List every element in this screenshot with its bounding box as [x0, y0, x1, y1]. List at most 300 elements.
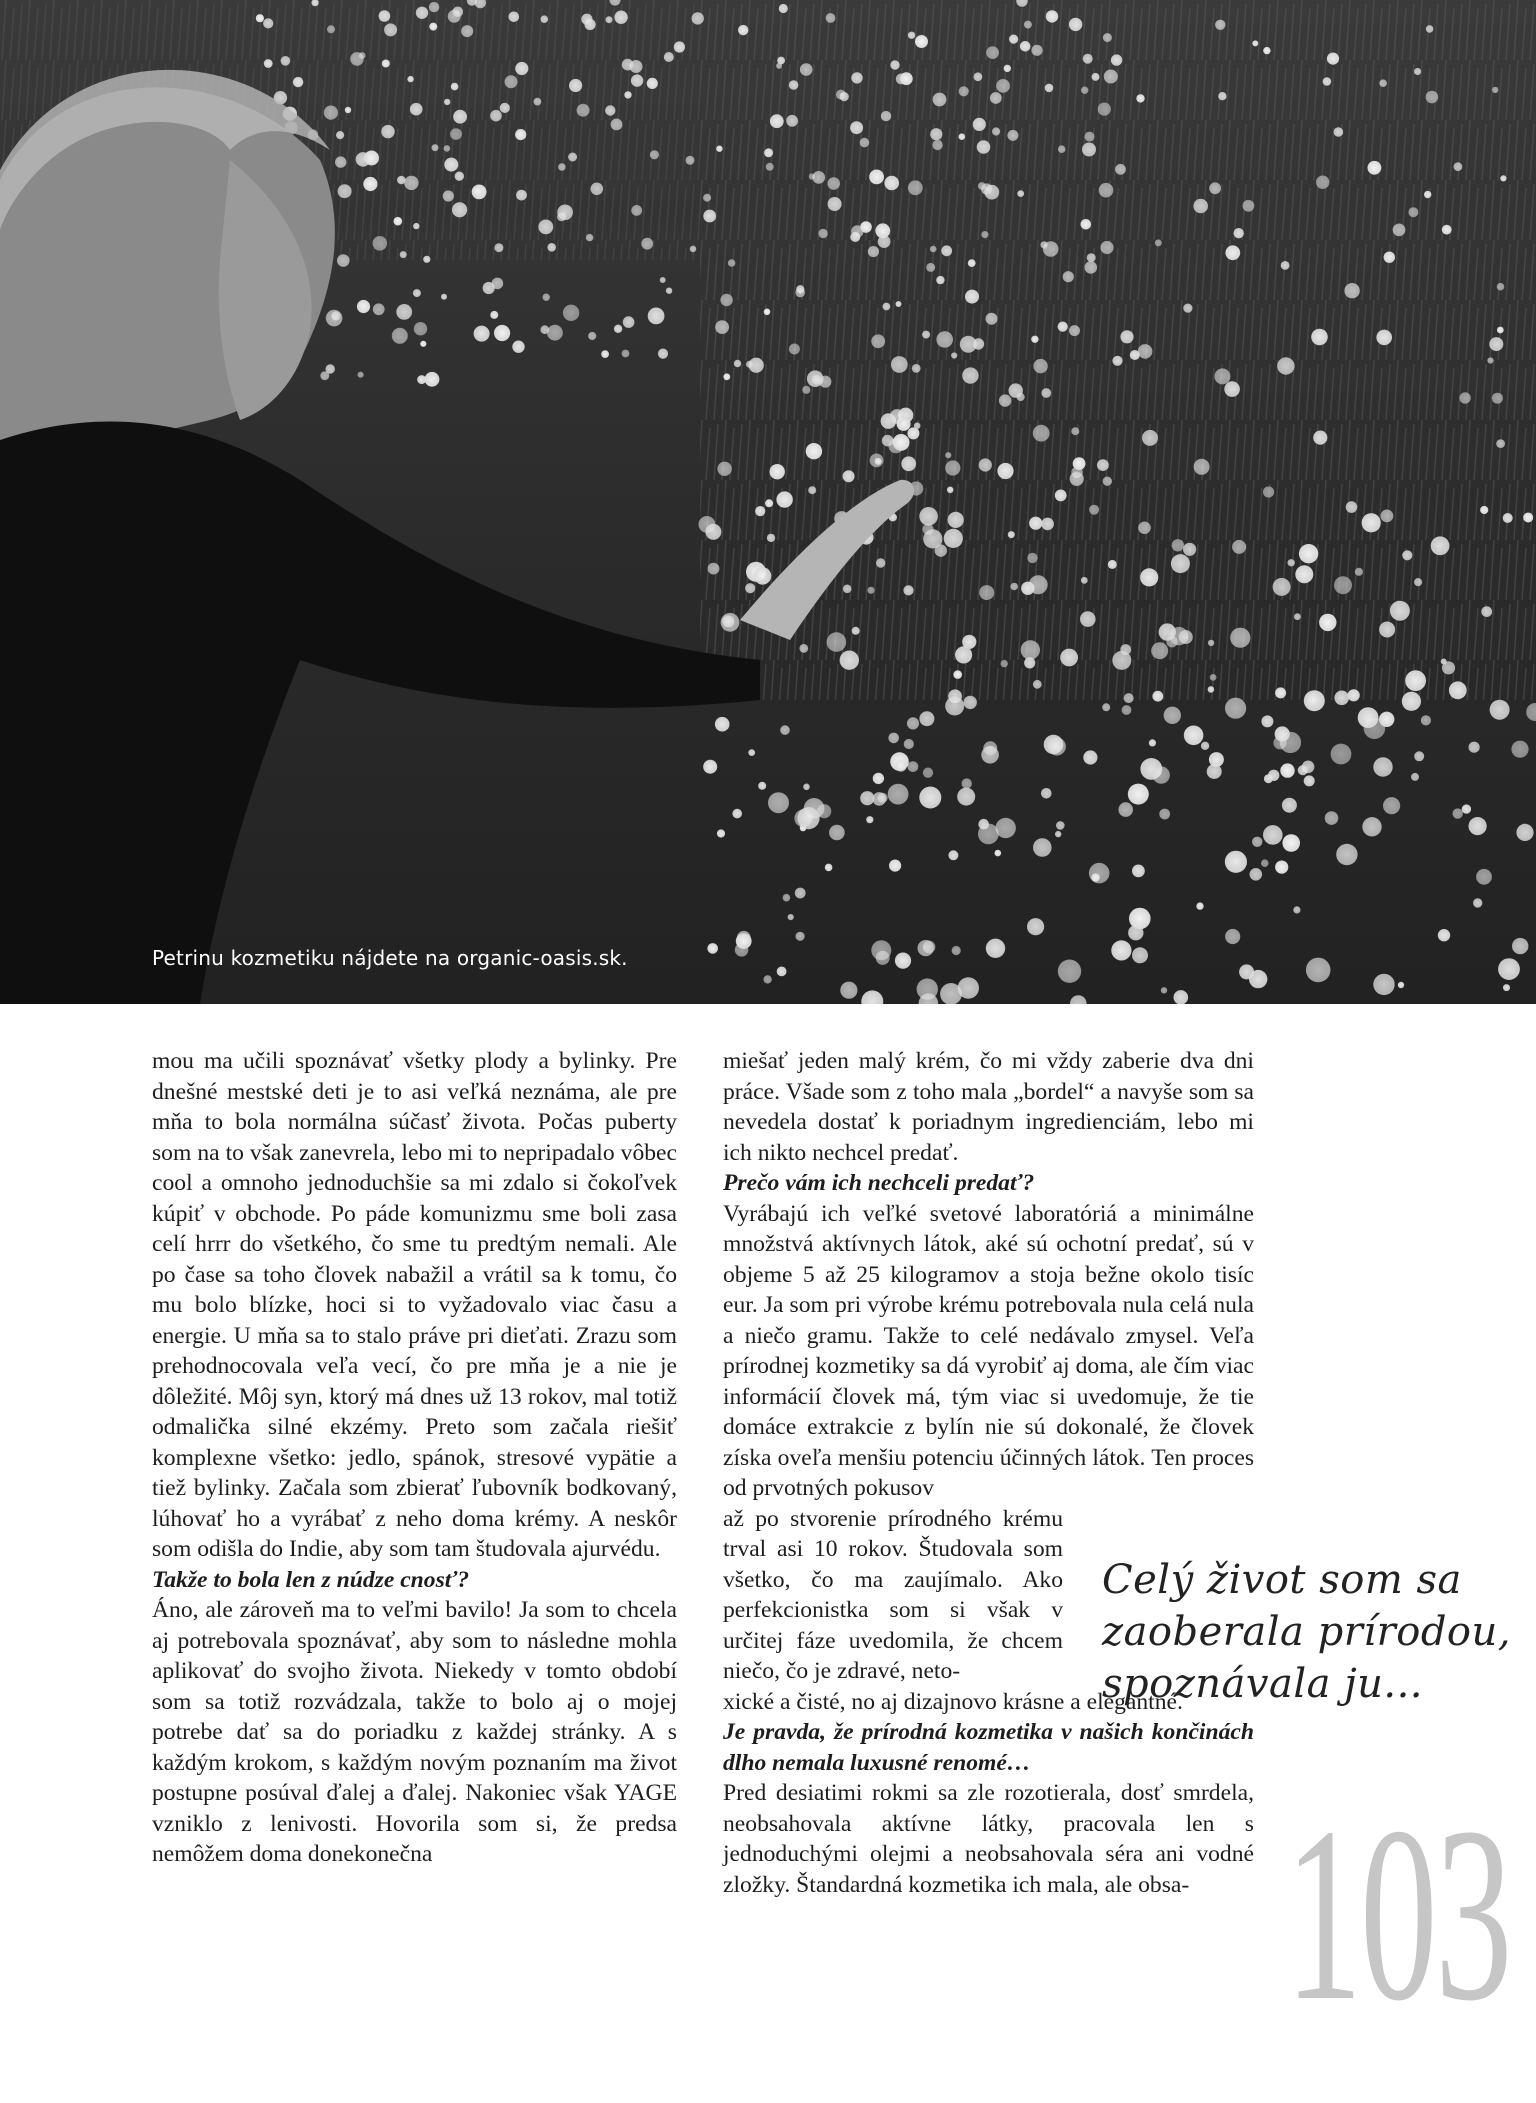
- flower-blossom: [453, 110, 467, 124]
- flower-blossom: [543, 294, 550, 301]
- flower-blossom: [413, 289, 421, 297]
- flower-blossom: [1115, 164, 1126, 175]
- flower-blossom: [770, 464, 785, 479]
- flower-blossom: [1201, 742, 1209, 750]
- flower-blossom: [915, 35, 928, 48]
- flower-blossom: [904, 739, 914, 749]
- flower-blossom: [900, 72, 913, 85]
- flower-blossom: [1031, 45, 1042, 56]
- flower-blossom: [327, 25, 335, 33]
- flower-blossom: [868, 246, 879, 257]
- flower-blossom: [1414, 578, 1422, 586]
- flower-blossom: [755, 506, 765, 516]
- flower-blossom: [394, 217, 403, 226]
- flower-blossom: [809, 173, 815, 179]
- flower-blossom: [1149, 739, 1156, 746]
- flower-blossom: [1411, 773, 1419, 781]
- flower-blossom: [996, 818, 1016, 838]
- flower-blossom: [1055, 831, 1061, 837]
- flower-blossom: [324, 106, 338, 120]
- flower-blossom: [1503, 984, 1510, 991]
- flower-blossom: [919, 711, 934, 726]
- flower-blossom: [1159, 809, 1170, 820]
- flower-blossom: [373, 236, 388, 251]
- flower-blossom: [795, 288, 805, 298]
- flower-blossom: [1496, 439, 1505, 448]
- flower-blossom: [1497, 283, 1505, 291]
- flower-blossom: [720, 294, 732, 306]
- paragraph: mou ma učili spoznávať všetky plody a bylinky. Pre dnešné mestské deti je to asi veľká neznáma, ale pre mňa to bola normálna súčasť života. Počas puberty som na to však zanevrela, lebo mi to nepripadalo vôbec cool a omnoho jednoduchšie sa mi zdalo si čokoľvek kúpiť v obchode. Po páde komunizmu sme boli zasa celí hrrr do všetkého, čo sme tu predtým nemali. Ale po čase sa toho človek nabažil a vrátil sa k tomu, čo mu bolo blízke, hoci si to vyžadovalo viac času a energie. U mňa sa to stalo práve pri dieťati. Zrazu som prehodnocovala veľa vecí, čo pre mňa je a nie je dôležité. Môj syn, ktorý má dnes už 13 rokov, mal totiž odmalička silné ekzémy. Preto som začala riešiť komplexne všetko: jedlo, spánok, stresové vypätie a tiež bylinky. Začala som zbierať ľubovník bodkovaný, lúhovať ho a vyrábať z neho doma krémy. A neskôr som odišla do Indie, aby som tam študovala ajurvédu.: [152, 1048, 677, 1562]
- flower-blossom: [1021, 640, 1040, 659]
- flower-blossom: [881, 111, 891, 121]
- flower-blossom: [986, 939, 1005, 958]
- flower-blossom: [474, 326, 490, 342]
- flower-blossom: [1103, 477, 1112, 486]
- paragraph: miešať jeden malý krém, čo mi vždy zaberie dva dni práce. Všade som z toho mala „bordel“ a navyše som sa nevedela dostať k poriadnym ingredienciám, lebo mi ich nikto nechcel predať.: [723, 1048, 1254, 1166]
- flower-blossom: [1209, 752, 1224, 767]
- flower-blossom: [883, 303, 891, 311]
- flower-blossom: [1099, 183, 1114, 198]
- flower-blossom: [1311, 329, 1328, 346]
- flower-blossom: [1299, 544, 1318, 563]
- flower-blossom: [812, 375, 822, 385]
- flower-blossom: [1089, 505, 1099, 515]
- flower-blossom: [996, 79, 1010, 93]
- flower-blossom: [827, 177, 840, 190]
- flower-blossom: [1001, 660, 1008, 667]
- flower-blossom: [974, 72, 983, 81]
- flower-blossom: [717, 829, 725, 837]
- flower-blossom: [256, 14, 264, 22]
- flower-blossom: [780, 725, 790, 735]
- flower-blossom: [264, 59, 273, 68]
- flower-blossom: [591, 183, 604, 196]
- flower-blossom: [1275, 726, 1290, 741]
- flower-blossom: [326, 310, 343, 327]
- flower-blossom: [788, 914, 794, 920]
- flower-blossom: [450, 128, 462, 140]
- flower-blossom: [1431, 536, 1450, 555]
- flower-blossom: [1046, 10, 1058, 22]
- flower-blossom: [500, 103, 510, 113]
- flower-blossom: [1071, 427, 1079, 435]
- flower-blossom: [1058, 322, 1068, 332]
- flower-blossom: [840, 651, 859, 670]
- flower-blossom: [1348, 689, 1360, 701]
- flower-blossom: [973, 338, 984, 349]
- flower-blossom: [1020, 41, 1031, 52]
- flower-blossom: [494, 325, 510, 341]
- flower-blossom: [1033, 838, 1052, 857]
- flower-blossom: [1263, 47, 1270, 54]
- flower-blossom: [452, 202, 467, 217]
- flower-blossom: [959, 133, 966, 140]
- flower-blossom: [1194, 459, 1210, 475]
- flower-blossom: [777, 967, 787, 977]
- flower-blossom: [1492, 87, 1498, 93]
- flower-blossom: [1358, 707, 1379, 728]
- flower-blossom: [796, 932, 805, 941]
- flower-blossom: [1111, 54, 1122, 65]
- flower-blossom: [952, 946, 961, 955]
- flower-blossom: [453, 7, 464, 18]
- flower-blossom: [1334, 691, 1349, 706]
- flower-blossom: [1070, 472, 1084, 486]
- flower-blossom: [381, 125, 394, 138]
- pull-quote: [1102, 1554, 1511, 1710]
- flower-blossom: [1424, 191, 1431, 198]
- flower-blossom: [1489, 337, 1503, 351]
- paragraph: xické a čisté, no aj dizajnovo krásne a elegantné.: [723, 1688, 1183, 1715]
- flower-blossom: [1029, 575, 1048, 594]
- flower-blossom: [588, 332, 596, 340]
- flower-blossom: [423, 256, 430, 263]
- flower-blossom: [1058, 145, 1066, 153]
- flower-blossom: [1473, 898, 1482, 907]
- flower-blossom: [1252, 837, 1262, 847]
- flower-blossom: [1196, 902, 1203, 909]
- flower-blossom: [878, 235, 891, 248]
- flower-blossom: [1010, 583, 1018, 591]
- flower-blossom: [748, 749, 755, 756]
- flower-blossom: [1230, 628, 1250, 648]
- flower-blossom: [569, 79, 582, 92]
- flower-blossom: [1383, 797, 1400, 814]
- flower-blossom: [631, 205, 642, 216]
- flower-blossom: [799, 644, 808, 653]
- flower-blossom: [933, 93, 947, 107]
- flower-blossom: [1469, 742, 1480, 753]
- flower-blossom: [1252, 40, 1258, 46]
- flower-blossom: [1426, 25, 1434, 33]
- flower-blossom: [1004, 65, 1011, 72]
- flower-blossom: [650, 150, 659, 159]
- flower-blossom: [777, 57, 785, 65]
- flower-blossom: [990, 92, 1002, 104]
- flower-blossom: [1224, 381, 1240, 397]
- flower-blossom: [1218, 92, 1226, 100]
- flower-blossom: [624, 91, 631, 98]
- flower-blossom: [443, 190, 454, 201]
- flower-blossom: [1293, 906, 1300, 913]
- flower-blossom: [1155, 239, 1162, 246]
- flower-blossom: [326, 364, 335, 373]
- flower-blossom: [1179, 630, 1193, 644]
- flower-blossom: [622, 350, 630, 358]
- flower-blossom: [866, 816, 873, 823]
- flower-blossom: [981, 183, 992, 194]
- flower-blossom: [1277, 357, 1294, 374]
- flower-blossom: [1426, 91, 1439, 104]
- flower-blossom: [1373, 974, 1394, 995]
- flower-blossom: [509, 11, 520, 22]
- flower-blossom: [945, 697, 964, 716]
- flower-blossom: [1346, 501, 1358, 513]
- flower-blossom: [1480, 506, 1488, 514]
- flower-blossom: [1069, 325, 1080, 336]
- flower-blossom: [451, 83, 459, 91]
- flower-blossom: [919, 507, 938, 526]
- flower-blossom: [461, 25, 473, 37]
- flower-blossom: [455, 172, 464, 181]
- flower-blossom: [648, 308, 665, 325]
- flower-blossom: [1073, 457, 1086, 470]
- flower-blossom: [764, 148, 773, 157]
- flower-blossom: [715, 320, 729, 334]
- flower-blossom: [763, 975, 771, 983]
- flower-blossom: [860, 138, 870, 148]
- flower-blossom: [396, 304, 412, 320]
- flower-blossom: [1112, 651, 1131, 670]
- flower-blossom: [1082, 143, 1096, 157]
- flower-blossom: [601, 350, 609, 358]
- flower-blossom: [429, 2, 439, 12]
- flower-blossom: [1098, 103, 1111, 116]
- flower-blossom: [797, 807, 819, 829]
- flower-blossom: [1263, 486, 1274, 497]
- flower-blossom: [1081, 219, 1092, 230]
- flower-blossom: [1261, 859, 1269, 867]
- flower-blossom: [895, 760, 907, 772]
- flower-blossom: [666, 288, 672, 294]
- flower-blossom: [623, 316, 635, 328]
- flower-blossom: [932, 140, 942, 150]
- flower-blossom: [1373, 757, 1392, 776]
- flower-blossom: [586, 234, 593, 241]
- flower-blossom: [1193, 199, 1208, 214]
- flower-blossom: [1500, 175, 1506, 181]
- flower-blossom: [1063, 271, 1074, 282]
- flower-blossom: [1161, 987, 1167, 993]
- flower-blossom: [690, 246, 697, 253]
- flower-blossom: [444, 158, 458, 172]
- flower-blossom: [715, 717, 730, 732]
- flower-blossom: [400, 251, 407, 258]
- flower-blossom: [745, 583, 755, 593]
- flower-blossom: [992, 127, 1000, 135]
- flower-blossom: [660, 277, 666, 283]
- flower-blossom: [1029, 517, 1042, 530]
- flower-blossom: [795, 888, 806, 899]
- flower-blossom: [1007, 130, 1018, 141]
- flower-blossom: [981, 231, 988, 238]
- flower-blossom: [767, 534, 775, 542]
- flower-blossom: [359, 52, 366, 59]
- flower-blossom: [734, 360, 741, 367]
- flower-blossom: [1336, 844, 1357, 865]
- flower-blossom: [738, 25, 748, 35]
- flower-blossom: [558, 163, 566, 171]
- flower-blossom: [1334, 127, 1344, 137]
- flower-blossom: [1319, 614, 1336, 631]
- flower-blossom: [1442, 225, 1452, 235]
- flower-blossom: [534, 98, 542, 106]
- flower-blossom: [962, 367, 978, 383]
- flower-blossom: [1092, 73, 1100, 81]
- interview-question: Takže to bola len z núdze cnosť?: [152, 1566, 470, 1593]
- flower-blossom: [923, 529, 942, 548]
- flower-blossom: [1208, 640, 1214, 646]
- flower-blossom: [384, 23, 397, 36]
- flower-blossom: [1210, 674, 1217, 681]
- flower-blossom: [1081, 87, 1088, 94]
- paragraph: až po stvorenie prírodného krému trval asi 10 rokov. Študovala som všetko, čo ma zaujímalo. Ako perfekcionistka som si však v určitej fáze uvedomila, že chcem niečo, čo je zdravé, neto-: [723, 1505, 1063, 1684]
- flower-blossom: [1033, 425, 1050, 442]
- flower-blossom: [1112, 356, 1122, 366]
- flower-blossom: [1334, 576, 1352, 594]
- flower-blossom: [936, 331, 953, 348]
- flower-blossom: [429, 23, 437, 31]
- flower-blossom: [1080, 611, 1096, 627]
- flower-blossom: [843, 585, 852, 594]
- flower-blossom: [800, 63, 813, 76]
- flower-blossom: [1250, 868, 1263, 881]
- flower-blossom: [614, 325, 622, 333]
- flower-blossom: [918, 940, 934, 956]
- flower-blossom: [948, 850, 958, 860]
- flower-blossom: [765, 499, 773, 507]
- flower-blossom: [392, 328, 408, 344]
- flower-blossom: [1503, 513, 1513, 523]
- flower-blossom: [1362, 817, 1381, 836]
- flower-blossom: [1153, 766, 1170, 783]
- flower-blossom: [1031, 336, 1038, 343]
- flower-blossom: [951, 352, 957, 358]
- flower-blossom: [770, 114, 784, 128]
- flower-blossom: [754, 567, 771, 584]
- flower-blossom: [358, 372, 364, 378]
- flower-blossom: [1379, 79, 1387, 87]
- flower-blossom: [404, 176, 418, 190]
- flower-blossom: [907, 717, 919, 729]
- flower-blossom: [622, 59, 634, 71]
- flower-blossom: [1104, 70, 1118, 84]
- flower-blossom: [1069, 18, 1082, 31]
- flower-blossom: [1261, 715, 1273, 727]
- flower-blossom: [1511, 741, 1528, 758]
- flower-blossom: [1497, 327, 1504, 334]
- flower-blossom: [703, 194, 711, 202]
- flower-blossom: [1327, 53, 1339, 65]
- flower-blossom: [1045, 84, 1054, 93]
- article-column-right: [723, 1046, 1254, 1900]
- flower-blossom: [889, 860, 901, 872]
- flower-blossom: [948, 512, 964, 528]
- flower-blossom: [818, 229, 827, 238]
- flower-blossom: [472, 186, 483, 197]
- flower-blossom: [716, 146, 722, 152]
- flower-blossom: [1393, 224, 1406, 237]
- flower-blossom: [852, 627, 860, 635]
- flower-blossom: [945, 452, 951, 458]
- flower-blossom: [860, 791, 874, 805]
- flower-blossom: [1381, 510, 1394, 523]
- flower-blossom: [538, 220, 553, 235]
- flower-blossom: [968, 259, 976, 267]
- flower-blossom: [1209, 182, 1221, 194]
- flower-blossom: [1379, 712, 1394, 727]
- flower-blossom: [382, 60, 390, 68]
- flower-blossom: [1325, 811, 1339, 825]
- flower-blossom: [1492, 393, 1503, 404]
- flower-blossom: [1368, 161, 1382, 175]
- flower-blossom: [1402, 692, 1421, 711]
- flower-blossom: [1142, 430, 1158, 446]
- flower-blossom: [703, 210, 716, 223]
- flower-blossom: [893, 434, 910, 451]
- flower-blossom: [1414, 751, 1424, 761]
- flower-blossom: [1152, 691, 1163, 702]
- flower-blossom: [708, 563, 720, 575]
- flower-blossom: [1282, 834, 1300, 852]
- flower-blossom: [614, 11, 627, 24]
- interview-question: Je pravda, že prírodná kozmetika v našich končinách dlho nemala luxusné renomé…: [723, 1719, 1254, 1776]
- flower-blossom: [1129, 908, 1151, 930]
- paragraph: Vyrábajú ich veľké svetové laboratóriá a minimálne množstvá aktívnych látok, aké sú ochotní predať, sú v objeme 5 až 25 kilogramov a stoja bežne okolo tisíc eur. Ja som pri výrobe krému potrebovala nula celá nula a niečo gramu. Takže to celé nedávalo zmysel. Veľa prírodnej kozmetiky sa dá vyrobiť aj doma, ale čím viac informácií človek má, tým viac si uvedomuje, že tie domáce extrakcie z bylín nie sú dokonalé, že človek získa oveľa menšiu potenciu účinných látok. Ten proces od prvotných pokusov: [723, 1200, 1254, 1501]
- flower-blossom: [851, 72, 862, 83]
- flower-blossom: [959, 86, 969, 96]
- flower-blossom: [512, 341, 524, 353]
- flower-blossom: [908, 32, 915, 39]
- flower-blossom: [722, 615, 734, 627]
- flower-blossom: [417, 375, 426, 384]
- flower-blossom: [664, 52, 674, 62]
- flower-blossom: [1481, 606, 1492, 617]
- flower-blossom: [843, 470, 855, 482]
- flower-blossom: [1469, 817, 1487, 835]
- flower-blossom: [1214, 368, 1230, 384]
- flower-blossom: [1408, 207, 1418, 217]
- flower-blossom: [1033, 680, 1042, 689]
- flower-blossom: [1294, 613, 1301, 620]
- flower-blossom: [1091, 873, 1100, 882]
- flower-blossom: [1184, 726, 1204, 746]
- flower-blossom: [516, 190, 527, 201]
- flower-blossom: [973, 118, 986, 131]
- article-column-left: [152, 1046, 677, 1870]
- flower-blossom: [1487, 357, 1493, 363]
- paragraph: Áno, ale zároveň ma to veľmi bavilo! Ja som to chcela aj potrebovala spoznávať, aby som to následne mohla aplikovať do svojho života. Niekedy v tomto období som sa totiž rozvádzala, takže to bolo aj o mojej potrebe dať sa do poriadku z každej stránky. A s každým krokom, s každým novým poznaním ma život postupne posúval ďalej a ďalej. Nakoniec však YAGE vzniklo z lenivosti. Hovorila som si, že predsa nemôžem doma donekonečna: [152, 1597, 677, 1867]
- flower-blossom: [557, 205, 573, 221]
- flower-blossom: [1140, 568, 1158, 586]
- flower-blossom: [692, 12, 704, 24]
- flower-blossom: [903, 585, 913, 595]
- flower-blossom: [293, 77, 303, 87]
- meadow-photo-illustration: [0, 0, 1536, 1004]
- flower-blossom: [789, 80, 799, 90]
- flower-blossom: [1041, 388, 1051, 398]
- flower-blossom: [1097, 459, 1109, 471]
- flower-blossom: [1331, 744, 1352, 765]
- flower-blossom: [962, 778, 972, 788]
- flower-blossom: [1136, 94, 1144, 102]
- flower-blossom: [505, 75, 518, 88]
- flower-blossom: [1120, 330, 1133, 343]
- flower-blossom: [1183, 304, 1192, 313]
- flower-blossom: [611, 119, 623, 131]
- flower-blossom: [827, 632, 847, 652]
- paragraph: Pred desiatimi rokmi sa zle rozotierala, dosť smrdela, neobsahovala aktívne látky, pracovala len s jednoduchými olejmi a neobsahovala séra ani vodné zložky. Štandardná kozmetika ich mala, ale obsa-: [723, 1780, 1254, 1898]
- flower-blossom: [1132, 865, 1145, 878]
- flower-blossom: [1306, 693, 1320, 707]
- flower-blossom: [768, 792, 789, 813]
- flower-blossom: [871, 940, 891, 960]
- flower-blossom: [1421, 715, 1431, 725]
- flower-blossom: [1138, 522, 1151, 535]
- flower-blossom: [888, 784, 909, 805]
- flower-blossom: [1281, 261, 1290, 270]
- flower-blossom: [826, 13, 836, 23]
